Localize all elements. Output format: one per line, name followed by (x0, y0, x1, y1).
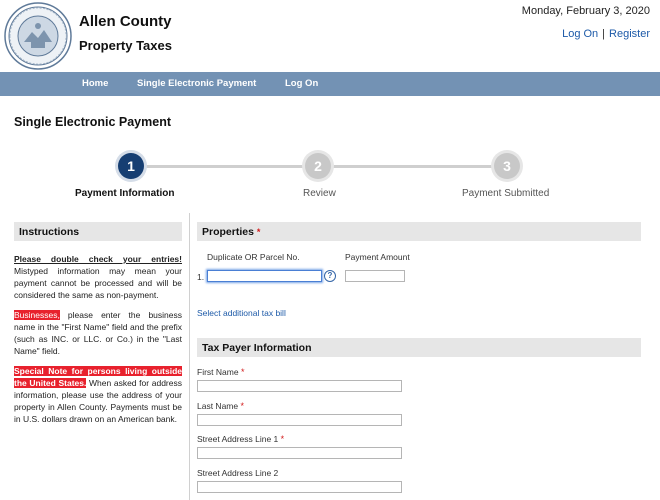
page-title: Single Electronic Payment (14, 115, 171, 129)
nav-log-on[interactable]: Log On (285, 78, 319, 89)
county-name: Allen County (79, 13, 172, 30)
help-icon[interactable]: ? (324, 270, 336, 282)
step-1-circle: 1 (118, 153, 144, 179)
current-date: Monday, February 3, 2020 (521, 5, 650, 17)
instructions-heading: Instructions (14, 222, 182, 241)
login-link[interactable]: Log On (562, 28, 599, 40)
site-subtitle: Property Taxes (79, 38, 172, 53)
last-name-input[interactable] (197, 414, 402, 426)
taxpayer-section (197, 338, 641, 357)
auth-links (562, 28, 650, 40)
last-name-label: Last Name * (197, 401, 244, 411)
street-address-1-label: Street Address Line 1 * (197, 434, 285, 444)
auth-separator: | (602, 28, 606, 40)
required-asterisk: * (256, 227, 261, 237)
parcel-number-input[interactable] (207, 270, 322, 282)
instructions-body (14, 253, 182, 425)
payment-amount-input[interactable] (345, 270, 405, 282)
site-header (0, 0, 660, 72)
nav-home[interactable]: Home (82, 78, 109, 89)
step-2-label: Review (303, 188, 336, 199)
street-address-2-input[interactable] (197, 481, 402, 493)
step-3-circle: 3 (494, 153, 520, 179)
register-link[interactable]: Register (609, 28, 650, 40)
first-name-label: First Name * (197, 367, 245, 377)
nav-single-electronic-payment[interactable]: Single Electronic Payment (137, 78, 257, 89)
main-nav (0, 72, 660, 96)
instructions-panel (14, 222, 182, 433)
instruction-double-check: Please double check your entries! Mistyped information may mean your payment cannot be processed and will be considered the same as non-payment. (14, 254, 182, 300)
parcel-column-header: Duplicate OR Parcel No. (207, 252, 300, 262)
street-address-1-input[interactable] (197, 447, 402, 459)
county-seal-logo (4, 2, 72, 70)
progress-steps (0, 150, 660, 210)
step-3-label: Payment Submitted (462, 188, 550, 199)
amount-column-header: Payment Amount (345, 252, 410, 262)
instruction-outside-us: Special Note for persons living outside the United States. When asked for address information, please use the address of your property in Allen County. Payments must be in U.S. dollars drawn on an American bank. (14, 366, 182, 424)
first-name-input[interactable] (197, 380, 402, 392)
properties-heading: Properties * (197, 222, 641, 241)
instruction-businesses: Businesses, please enter the business name in the "First Name" field and the prefix (such as INC. or LLC. or Co.) in the "Last Name" field. (14, 310, 182, 356)
taxpayer-heading: Tax Payer Information (197, 338, 641, 357)
street-address-2-label: Street Address Line 2 (197, 468, 279, 478)
step-1-label: Payment Information (75, 188, 175, 199)
row-number: 1. (197, 272, 205, 282)
column-divider (189, 213, 190, 500)
step-2-circle: 2 (305, 153, 331, 179)
select-additional-tax-bill-link[interactable]: Select additional tax bill (197, 308, 286, 318)
payment-form (197, 222, 641, 241)
